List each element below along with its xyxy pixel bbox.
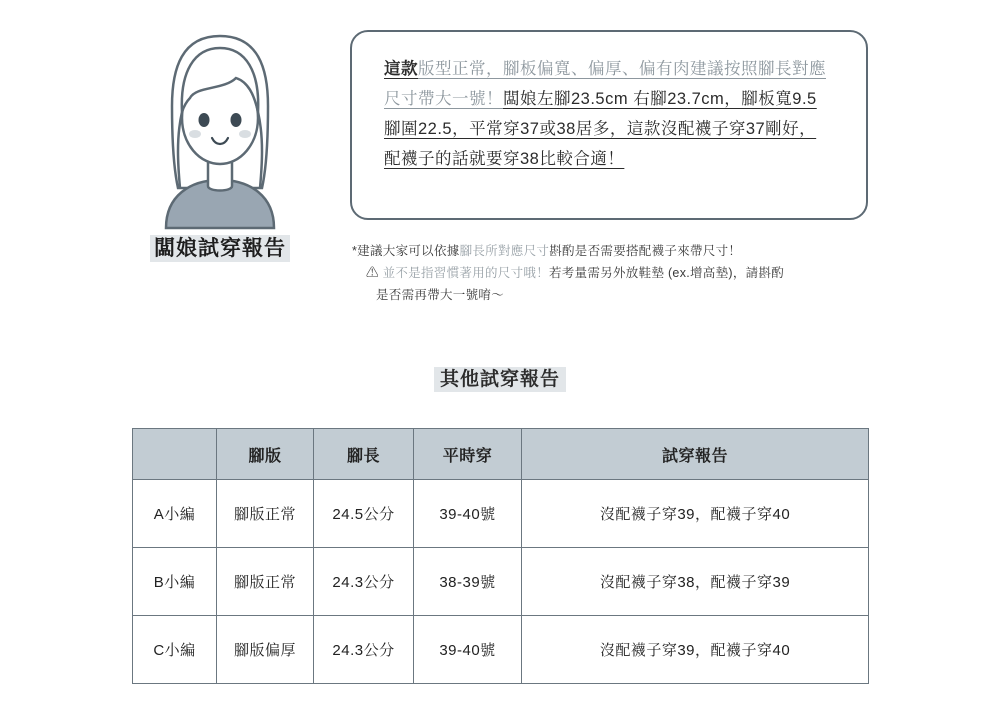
table-header-row [133,429,869,480]
note-line1-c: 斟酌是否需要搭配襪子來帶尺寸！ [549,244,742,258]
owner-comment-bubble [350,30,868,220]
note-line1-a: *建議大家可以依據 [352,244,460,258]
cell-foot-type: 腳版正常 [217,548,314,616]
col-header-usual-size: 平時穿 [414,429,522,480]
col-header-name [133,429,217,480]
sizing-note [352,240,892,306]
cell-foot-type: 腳版正常 [217,480,314,548]
table-row [133,548,869,616]
other-reports-table-wrap [132,428,868,684]
cell-foot-length: 24.3公分 [314,548,414,616]
bubble-line1-rest: 版型正常，腳板偏寬、偏厚、偏有肉建議按照腳長對應 [418,60,826,78]
bubble-line-2 [384,84,844,114]
table-row [133,616,869,684]
bubble-line1-emphasis: 這款 [384,60,418,78]
cell-usual-size: 39-40號 [414,616,522,684]
warning-icon: ⚠ [366,266,379,280]
col-header-foot-type: 腳版 [217,429,314,480]
sizing-note-line-2 [352,262,892,284]
bubble-line2-b: 闆娘左腳23.5cm 右腳23.7cm，腳板寬9.5 [503,90,817,108]
cell-foot-length: 24.5公分 [314,480,414,548]
cell-usual-size: 39-40號 [414,480,522,548]
cell-foot-type: 腳版偏厚 [217,616,314,684]
cell-report: 沒配襪子穿38，配襪子穿39 [522,548,869,616]
cell-usual-size: 38-39號 [414,548,522,616]
female-avatar-illustration [120,20,320,230]
bubble-line2-a: 尺寸帶大一號！ [384,90,503,108]
cell-name: B小編 [133,548,217,616]
note-line2-a: 並不是指習慣著用的尺寸哦！ [382,266,549,280]
other-reports-title-text: 其他試穿報告 [434,367,566,392]
cell-report: 沒配襪子穿39，配襪子穿40 [522,480,869,548]
cell-report: 沒配襪子穿39，配襪子穿40 [522,616,869,684]
col-header-report: 試穿報告 [522,429,869,480]
cell-name: C小編 [133,616,217,684]
cell-name: A小編 [133,480,217,548]
table-row [133,480,869,548]
col-header-foot-length: 腳長 [314,429,414,480]
bubble-line-3: 腳圍22.5，平常穿37或38居多，這款沒配襪子穿37剛好， [384,120,817,138]
other-reports-title [0,364,1000,391]
avatar-caption-text: 闆娘試穿報告 [150,235,290,262]
sizing-note-line-3: 是否需再帶大一號唷～ [376,288,505,302]
avatar [120,20,320,230]
cell-foot-length: 24.3公分 [314,616,414,684]
note-line2-b: 若考量需另外放鞋墊 (ex.增高墊)，請斟酌 [549,266,785,280]
bubble-line-1 [384,54,844,84]
avatar-caption [128,232,312,262]
note-line1-b: 腳長所對應尺寸 [459,244,550,258]
sizing-note-line-1 [352,240,892,262]
other-reports-table [132,428,869,684]
bubble-line-4: 配襪子的話就要穿38比較合適！ [384,150,625,168]
try-on-report-header [0,0,1000,340]
